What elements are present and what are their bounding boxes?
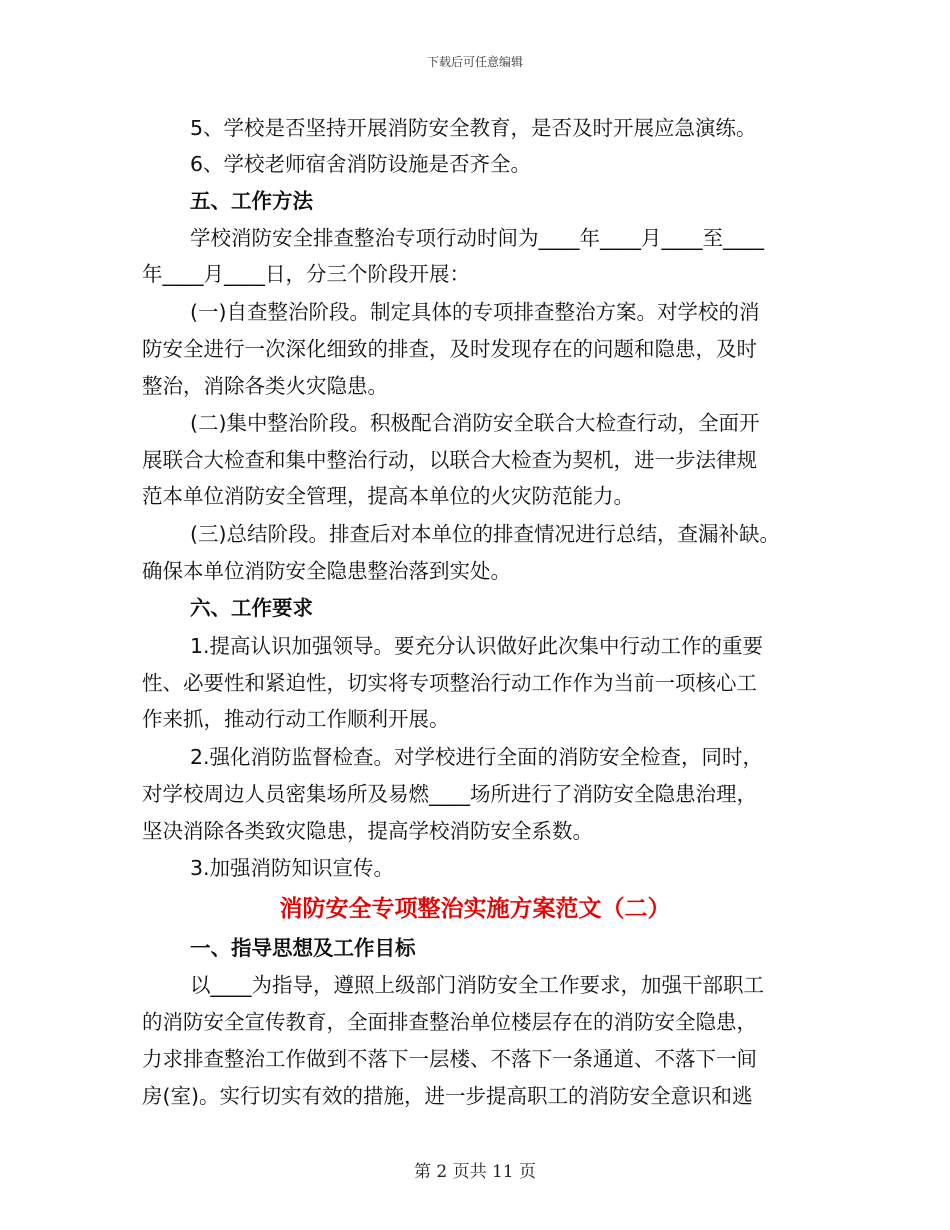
paragraph-line: (二)集中整治阶段。积极配合消防安全联合大检查行动，全面开 bbox=[190, 411, 760, 435]
paragraph-line: 力求排查整治工作做到不落下一层楼、不落下一条通道、不落下一间 bbox=[142, 1047, 757, 1071]
paragraph-line: 2.强化消防监督检查。对学校进行全面的消防安全检查，同时， bbox=[190, 745, 764, 769]
section-title: 消防安全专项整治实施方案范文（二） bbox=[279, 896, 671, 922]
paragraph-line: 确保本单位消防安全隐患整治落到实处。 bbox=[142, 559, 511, 583]
paragraph-line: 整治，消除各类火灾隐患。 bbox=[142, 374, 388, 398]
paragraph-line: (三)总结阶段。排查后对本单位的排查情况进行总结，查漏补缺。 bbox=[190, 522, 780, 546]
paragraph-line: 展联合大检查和集中整治行动，以联合大检查为契机，进一步法律规 bbox=[142, 448, 757, 472]
paragraph-line: 性、必要性和紧迫性，切实将专项整治行动工作作为当前一项核心工 bbox=[142, 671, 757, 695]
paragraph-line: 作来抓，推动行动工作顺利开展。 bbox=[142, 707, 450, 731]
paragraph-line: 坚决消除各类致灾隐患，提高学校消防安全系数。 bbox=[142, 819, 593, 843]
section-heading: 五、工作方法 bbox=[190, 189, 313, 213]
section-heading: 一、指导思想及工作目标 bbox=[190, 936, 416, 960]
paragraph-line: 防安全进行一次深化细致的排查，及时发现存在的问题和隐患，及时 bbox=[142, 337, 757, 361]
paragraph-line: 以____为指导，遵照上级部门消防安全工作要求，加强干部职工 bbox=[190, 973, 764, 997]
paragraph-line: 6、学校老师宿舍消防设施是否齐全。 bbox=[190, 152, 532, 176]
page-header: 下载后可任意编辑 bbox=[426, 55, 523, 69]
paragraph-line: 1.提高认识加强领导。要充分认识做好此次集中行动工作的重要 bbox=[190, 634, 764, 658]
paragraph-line: (一)自查整治阶段。制定具体的专项排查整治方案。对学校的消 bbox=[190, 300, 760, 324]
paragraph-line: 年____月____日，分三个阶段开展： bbox=[142, 262, 470, 286]
paragraph-line: 3.加强消防知识宣传。 bbox=[190, 856, 395, 880]
paragraph-line: 范本单位消防安全管理，提高本单位的火灾防范能力。 bbox=[142, 484, 634, 508]
paragraph-line: 房(室)。实行切实有效的措施，进一步提高职工的消防安全意识和逃 bbox=[142, 1084, 753, 1108]
page-footer: 第 2 页共 11 页 bbox=[413, 1162, 537, 1182]
section-heading: 六、工作要求 bbox=[190, 596, 313, 620]
paragraph-line: 5、学校是否坚持开展消防安全教育，是否及时开展应急演练。 bbox=[190, 116, 757, 140]
paragraph-line: 对学校周边人员密集场所及易燃____场所进行了消防安全隐患治理， bbox=[142, 782, 757, 806]
paragraph-line: 的消防安全宣传教育，全面排查整治单位楼层存在的消防安全隐患， bbox=[142, 1010, 757, 1034]
paragraph-line: 学校消防安全排查整治专项行动时间为____年____月____至____ bbox=[190, 226, 764, 250]
